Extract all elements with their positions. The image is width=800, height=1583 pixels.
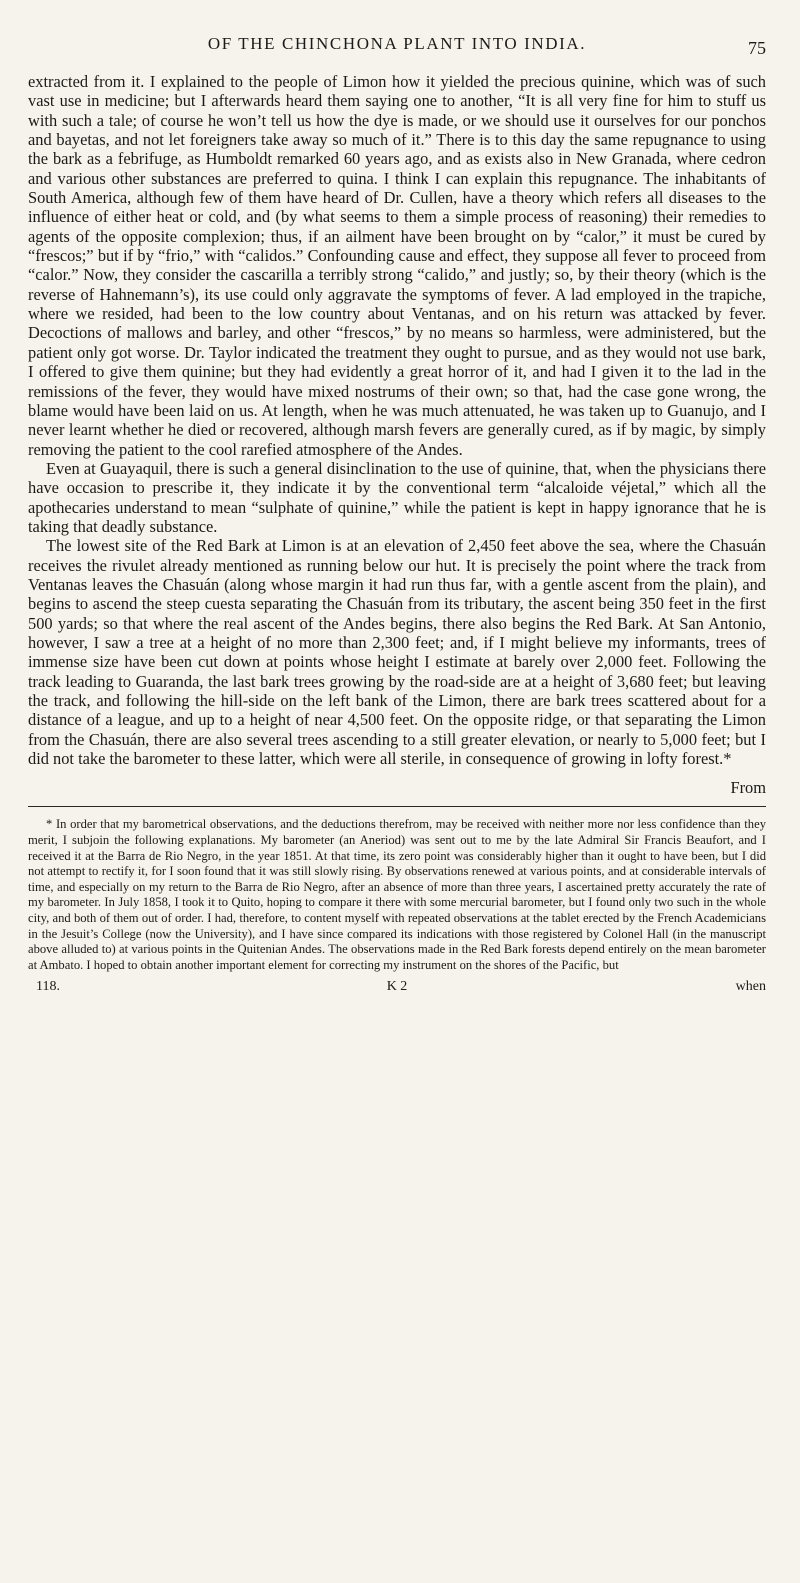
paragraph: extracted from it. I explained to the people of Limon how it yielded the precious quinine, which was of such vast use in medicine; but I afterwards heard them saying one to another, “It is all very fine for him to stuff us with such a tale; of course he won’t tell us how the dye is made, or we should use it ourselves for our ponchos and bayetas, and not let foreigners take away so much of it.” There is to this day the same repugnance to using the bark as a febrifuge, as Humboldt remarked 60 years ago, and as exists also in New Granada, where cedron and various other substances are preferred to quina. I think I can explain this repugnance. The inhabitants of South America, although few of them have heard of Dr. Cullen, have a theory which refers all diseases to the influence of either heat or cold, and (by what seems to them a simple process of reasoning) their remedies to agents of the opposite complexion; thus, if an ailment have been brought on by “calor,” it must be cured by “frescos;” but if by “frio,” with “calidos.” Confounding cause and effect, they suppose all fever to proceed from “calor.” Now, they consider the cascarilla a terribly strong “calido,” and justly; so, by their theory (which is the reverse of Hahnemann’s), its use could only aggravate the symptoms of fever. A lad employed in the trapiche, where we resided, had been to the low country about Ventanas, and on his return was attacked by fever. Decoctions of mallows and barley, and other “frescos,” by no means so harmless, were administered, but the patient only got worse. Dr. Taylor indicated the treatment they ought to pursue, and as they would not use bark, I offered to give them quinine; but they had evidently a great horror of it, and had I given it to the lad in the remissions of the fever, they would have mixed nostrums of their own; so that, had the case gone wrong, the blame would have been laid on us. At length, when he was much attenuated, he was taken up to Guanujo, and I never learnt whether he died or recovered, although marsh fevers are generally cured, as if by magic, by simply removing the patient to the cool rarefied atmosphere of the Andes. (28, 72, 766, 459)
paragraph: The lowest site of the Red Bark at Limon is at an elevation of 2,450 feet above the sea, where the Chasuán receives the rivulet already mentioned as running below our hut. It is precisely the point where the track from Ventanas leaves the Chasuán (along whose margin it had run thus far, with a gentle ascent from the plain), and begins to ascend the steep cuesta separating the Chasuán from its tributary, the ascent being 350 feet in the first 500 yards; so that where the real ascent of the Andes begins, there also begins the Red Bark. At San Antonio, however, I saw a tree at a height of no more than 2,300 feet; and, if I might believe my informants, trees of immense size have been cut down at points whose height I estimate at barely over 2,000 feet. Following the track leading to Guaranda, the last bark trees growing by the road-side are at a height of 3,680 feet; but leaving the track, and following the hill-side on the left bank of the Limon, there are bark trees scattered about for a distance of a league, and up to a height of near 4,500 feet. On the opposite ridge, or that separating the Limon from the Chasuán, there are also several trees ascending to a still greater elevation, or nearly to 5,000 feet; but I did not take the barometer to these latter, which were all sterile, in consequence of growing in lofty forest.* (28, 536, 766, 769)
page-number: 75 (748, 38, 766, 58)
catchword: From (730, 778, 766, 798)
page-footer (28, 979, 766, 1003)
signature-number: 118. (36, 979, 60, 995)
footer-catchword: when (735, 979, 766, 995)
footnote: * In order that my barometrical observations, and the deductions therefrom, may be received with neither more nor less confidence than they merit, I subjoin the following explanations. My barometer (an Aneriod) was sent out to me by the late Admiral Sir Francis Beaufort, and I received it at the Barra de Rio Negro, in the year 1851. At that time, its zero point was considerably higher than it ought to have been, but I did not attempt to rectify it, for I soon found that it was still slowly rising. By observations renewed at various points, and at considerable intervals of time, and especially on my return to the Barra de Rio Negro, after an absence of more than three years, I ascertained pretty accurately the rate of my barometer. In July 1858, I took it to Quito, hoping to compare it there with some mercurial barometer, but I found only two such in the whole city, and both of them out of order. I had, therefore, to content myself with repeated observations at the tablet erected by the French Academicians in the Jesuit’s College (now the University), and I have since compared its indications with those registered by Colonel Hall (in the manuscript above alluded to) at various points in the Quitenian Andes. The observations made in the Red Bark forests depend entirely on the mean barometer at Ambato. I hoped to obtain another important element for correcting my instrument on the shores of the Pacific, but (28, 817, 766, 972)
running-head (28, 30, 766, 70)
signature-mark: K 2 (386, 979, 408, 995)
paragraph: Even at Guayaquil, there is such a general disinclination to the use of quinine, that, when the physicians there have occasion to prescribe it, they indicate it by the conventional term “alcaloide véjetal,” which all the apothecaries understand to mean “sulphate of quinine,” while the patient is kept in happy ignorance that he is taking that deadly substance. (28, 458, 766, 536)
footnote-rule (28, 806, 766, 807)
running-title: OF THE CHINCHONA PLANT INTO INDIA. (207, 34, 587, 53)
body-text (28, 72, 766, 768)
